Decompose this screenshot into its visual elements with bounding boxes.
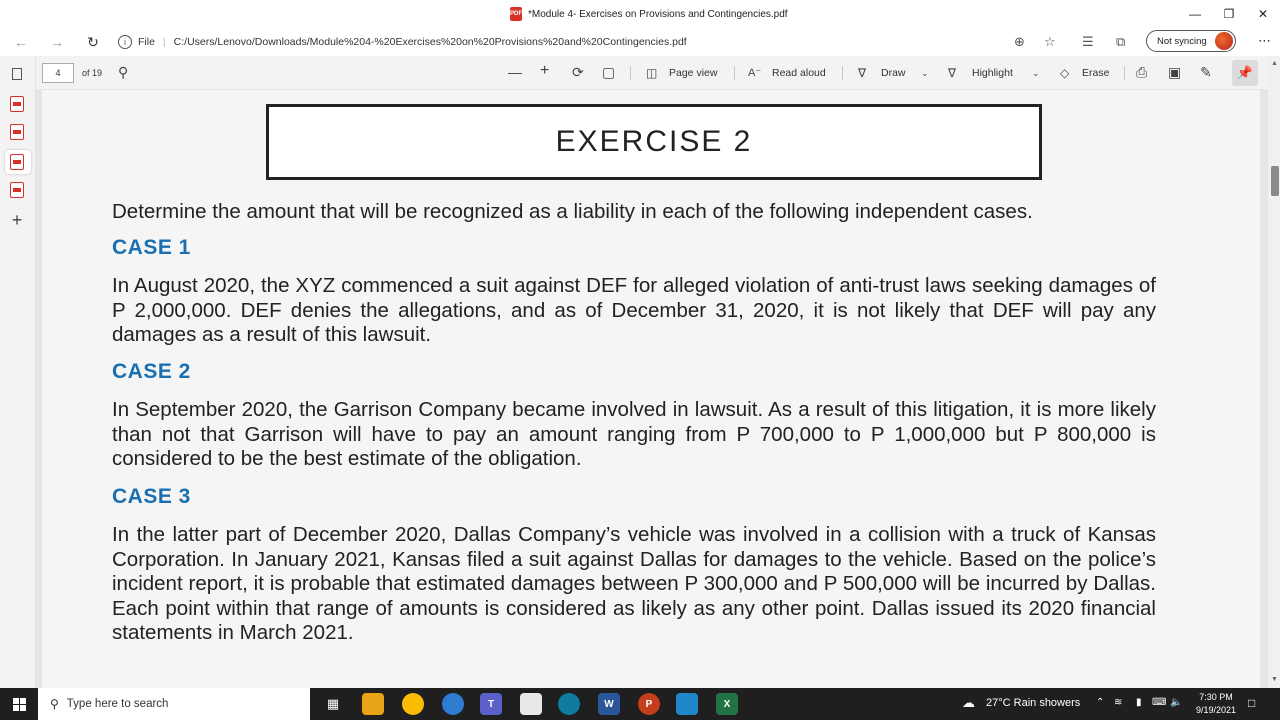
pdf-tab-icon[interactable]	[10, 182, 24, 198]
erase-button[interactable]: Erase	[1082, 67, 1110, 79]
browser-icon[interactable]	[442, 693, 464, 715]
collections-icon[interactable]: ⧉	[1116, 34, 1126, 49]
save-icon[interactable]: ▣	[1168, 64, 1182, 80]
url-text: C:/Users/Lenovo/Downloads/Module%204-%20Exercises%20on%20Provisions%20and%20Contingencies.pdf	[173, 36, 687, 48]
scroll-down-icon[interactable]: ▼	[1271, 676, 1278, 683]
sync-label: Not syncing	[1157, 35, 1207, 47]
pdf-file-icon: PDF	[510, 7, 522, 21]
address-bar	[0, 28, 1280, 56]
find-icon[interactable]: ⚲	[118, 64, 129, 80]
media-icon[interactable]	[676, 693, 698, 715]
zoom-out-icon[interactable]: —	[508, 64, 522, 80]
read-aloud-icon[interactable]: A⁻	[748, 67, 762, 79]
scrollbar-thumb[interactable]	[1271, 166, 1279, 196]
case-heading: CASE 2	[112, 360, 191, 383]
page-view-icon[interactable]: ◫	[646, 66, 658, 80]
favorites-icon[interactable]: ☰	[1082, 34, 1094, 49]
draw-button[interactable]: Draw	[881, 67, 906, 79]
avatar	[1215, 32, 1233, 50]
word-icon[interactable]: W	[598, 693, 620, 715]
forward-arrow-icon[interactable]: →	[50, 34, 64, 50]
pdf-tab-icon-active[interactable]	[10, 154, 24, 170]
taskbar-search-input[interactable]	[38, 688, 310, 720]
task-view-icon[interactable]: ▦	[326, 696, 340, 711]
windows-logo-icon	[13, 698, 26, 711]
case-heading: CASE 1	[112, 236, 191, 259]
zoom-icon[interactable]: ⊕	[1014, 34, 1025, 49]
eraser-icon[interactable]: ◇	[1060, 66, 1070, 80]
case-text: In September 2020, the Garrison Company became involved in lawsuit. As a result of this litigation, it is more likely than not that Garrison will have to pay an amount ranging from P 700,000 to P 1,000,000 but P 800,000 is considered to be the best estimate of the obligation.	[112, 398, 1156, 470]
pdf-tab-icon[interactable]	[10, 124, 24, 140]
app-icon[interactable]	[520, 693, 542, 715]
weather-text[interactable]: 27°C Rain showers	[986, 697, 1081, 709]
fit-page-icon[interactable]: ▢	[602, 64, 616, 80]
powerpoint-icon[interactable]: P	[638, 693, 660, 715]
highlight-icon[interactable]: ∇	[948, 66, 957, 80]
restore-button[interactable]: ❐	[1223, 7, 1235, 21]
window-title-text: *Module 4- Exercises on Provisions and Contingencies.pdf	[528, 8, 788, 20]
battery-icon[interactable]: ▮	[1136, 697, 1142, 708]
rotate-icon[interactable]: ⟳	[572, 64, 584, 80]
excel-icon[interactable]: X	[716, 693, 738, 715]
back-arrow-icon[interactable]: ←	[14, 34, 28, 50]
more-options-icon[interactable]: ⋯	[1258, 33, 1271, 48]
case-heading: CASE 3	[112, 485, 191, 508]
refresh-icon[interactable]: ↻	[87, 33, 99, 50]
url-field[interactable]: i File | C:/Users/Lenovo/Downloads/Module%204-%20Exercises%20on%20Provisions%20and%20Contingencies.pdf	[118, 30, 1070, 54]
chevron-down-icon[interactable]: ⌄	[1032, 68, 1040, 78]
system-clock[interactable]	[1196, 691, 1236, 717]
page-number-input[interactable]: 4	[42, 63, 74, 83]
vertical-scrollbar[interactable]	[1268, 56, 1280, 688]
file-explorer-icon[interactable]	[362, 693, 384, 715]
pin-toolbar-icon[interactable]: 📌	[1232, 60, 1258, 86]
page-view-button[interactable]: Page view	[669, 67, 718, 79]
network-icon[interactable]: ≋	[1114, 697, 1123, 708]
edge-icon[interactable]	[558, 693, 580, 715]
tab-sidebar	[0, 56, 36, 688]
case-text: In August 2020, the XYZ commenced a suit against DEF for alleged violation of anti-trust laws seeking damages of P 2,000,000. DEF denies the allegations, and as of December 31, 2020, it is not likely that DEF will pay any damages as a result of this lawsuit.	[112, 274, 1156, 346]
profile-sync-button[interactable]	[1146, 30, 1236, 52]
case-text: In the latter part of December 2020, Dallas Company’s vehicle was involved in a collision with a truck of Kansas Corporation. In January 2021, Kansas filed a suit against Dallas for damages to the vehicle. Based on the police’s incident report, it is probable that estimated damages between P 300,000 and P 500,000 will be incurred by Dallas. Each point within that range of amounts is considered as likely as any other point. Dallas issued its 2020 financial statements in March 2021.	[112, 523, 1156, 644]
save-as-icon[interactable]: ✎	[1200, 64, 1212, 80]
window-title	[510, 7, 788, 21]
notifications-icon[interactable]: □	[1248, 696, 1256, 710]
weather-icon[interactable]: ☁	[962, 695, 975, 710]
document-viewport	[36, 90, 1268, 688]
add-favorite-icon[interactable]: ☆	[1044, 34, 1056, 49]
chrome-icon[interactable]	[402, 693, 424, 715]
start-button[interactable]	[0, 688, 38, 720]
print-icon[interactable]: ⎙	[1136, 64, 1148, 80]
scroll-up-icon[interactable]: ▲	[1271, 60, 1278, 67]
clock-date: 9/19/2021	[1196, 705, 1237, 715]
pdf-tab-icon[interactable]	[10, 96, 24, 112]
chevron-down-icon[interactable]: ⌄	[921, 68, 929, 78]
tab-actions-icon[interactable]	[12, 68, 22, 80]
close-button[interactable]: ✕	[1257, 7, 1269, 21]
clock-time: 7:30 PM	[1199, 692, 1233, 702]
zoom-in-icon[interactable]: +	[540, 62, 550, 79]
highlight-button[interactable]: Highlight	[972, 67, 1013, 79]
chevron-up-icon[interactable]: ⌃	[1096, 697, 1105, 708]
minimize-button[interactable]: —	[1189, 7, 1201, 21]
volume-icon[interactable]: 🔈	[1170, 697, 1183, 708]
page-count: of 19	[82, 68, 103, 78]
scheme-label: File	[138, 36, 155, 48]
language-icon[interactable]: ⌨	[1152, 697, 1167, 708]
info-icon[interactable]: i	[118, 35, 132, 49]
draw-icon[interactable]: ∇	[858, 66, 867, 80]
pdf-page	[42, 90, 1260, 688]
instruction-text: Determine the amount that will be recognized as a liability in each of the following independent cases.	[112, 200, 1033, 223]
window-titlebar	[0, 0, 1280, 28]
read-aloud-button[interactable]: Read aloud	[772, 67, 826, 79]
windows-taskbar	[0, 688, 1280, 720]
pdf-toolbar	[36, 56, 1268, 90]
teams-icon[interactable]: T	[480, 693, 502, 715]
search-icon: ⚲	[50, 697, 59, 711]
new-tab-icon[interactable]: +	[11, 209, 23, 230]
exercise-title: EXERCISE 2	[266, 104, 1042, 180]
search-placeholder: Type here to search	[66, 698, 169, 710]
